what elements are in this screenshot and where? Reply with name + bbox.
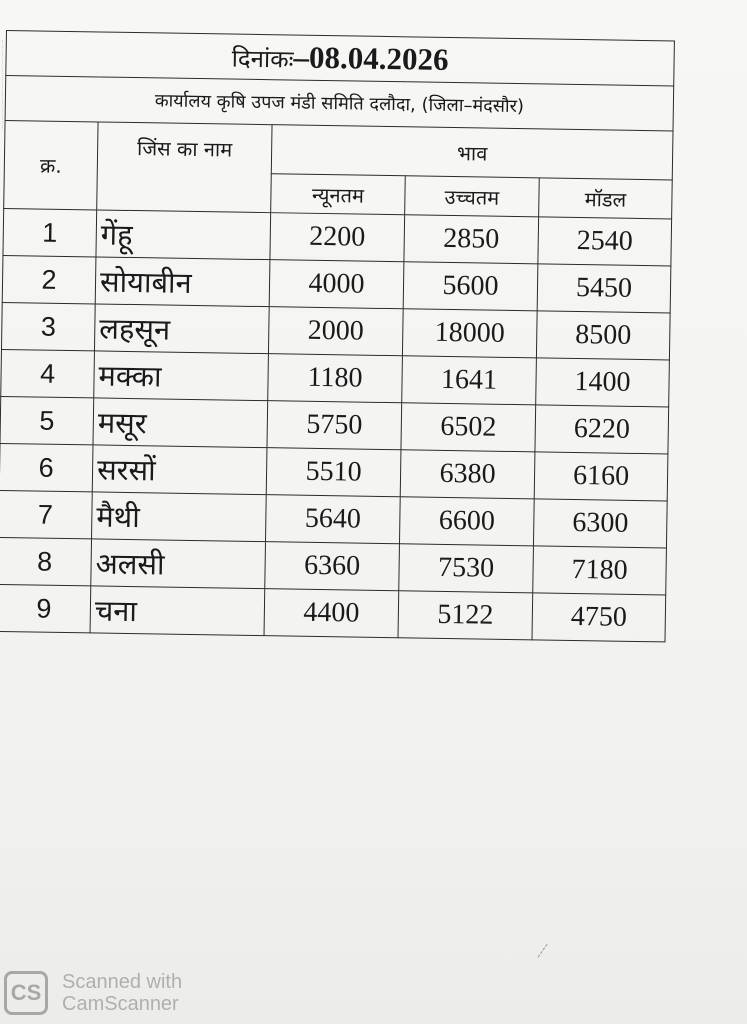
camscanner-watermark <box>4 968 182 1018</box>
commodity-cell: अलसी <box>91 539 266 589</box>
min-price-cell: 2200 <box>270 213 405 262</box>
min-price-cell: 6360 <box>265 542 400 591</box>
max-price-cell: 7530 <box>399 544 534 593</box>
scan-speck <box>538 944 549 958</box>
modal-price-cell: 7180 <box>533 546 667 595</box>
commodity-cell: सरसों <box>92 445 267 495</box>
commodity-header: जिंस का नाम <box>97 122 272 213</box>
commodity-cell: सोयाबीन <box>95 257 270 307</box>
min-price-cell: 4400 <box>264 589 399 638</box>
max-price-cell: 18000 <box>402 309 537 358</box>
camscanner-logo-icon: CS <box>4 971 48 1015</box>
min-price-cell: 2000 <box>268 307 403 356</box>
office-name: कार्यालय कृषि उपज मंडी समिति दलौदा, (जिला–मंदसौर) <box>5 76 674 131</box>
watermark-text <box>62 971 182 1015</box>
min-price-cell: 4000 <box>269 260 404 309</box>
modal-price-cell: 6220 <box>535 405 669 454</box>
max-price-cell: 5600 <box>403 262 538 311</box>
max-price-cell: 6502 <box>401 403 536 452</box>
max-price-cell: 6380 <box>400 450 535 499</box>
max-price-cell: 2850 <box>404 215 539 264</box>
commodity-cell: चना <box>90 586 265 636</box>
watermark-line-1: Scanned with <box>62 971 183 993</box>
serial-cell: 1 <box>3 208 97 256</box>
modal-price-cell: 2540 <box>538 217 672 266</box>
min-price-cell: 5640 <box>265 495 400 544</box>
modal-price-cell: 1400 <box>536 358 670 407</box>
price-document <box>0 30 674 642</box>
commodity-cell: मैथी <box>92 492 267 542</box>
serial-cell: 4 <box>1 349 95 397</box>
serial-cell: 2 <box>2 255 96 303</box>
table-row <box>0 584 666 641</box>
max-price-cell: 1641 <box>402 356 537 405</box>
min-price-header: न्यूनतम <box>271 174 406 215</box>
modal-price-cell: 4750 <box>532 593 666 642</box>
serial-cell: 9 <box>0 584 91 632</box>
commodity-cell: मसूर <box>93 398 268 448</box>
serial-cell: 6 <box>0 443 93 491</box>
modal-price-cell: 8500 <box>536 311 670 360</box>
min-price-cell: 5510 <box>266 448 401 497</box>
header-row-1 <box>4 120 673 179</box>
commodity-cell: मक्का <box>94 351 269 401</box>
modal-price-cell: 6160 <box>534 452 668 501</box>
price-table <box>0 30 675 642</box>
max-price-cell: 6600 <box>399 497 534 546</box>
modal-price-cell: 5450 <box>537 264 671 313</box>
commodity-cell: गेंहू <box>96 210 271 260</box>
date-value: –08.04.2026 <box>293 39 449 77</box>
serial-cell: 5 <box>0 396 94 444</box>
price-group-header: भाव <box>271 125 673 180</box>
modal-price-header: मॉडल <box>539 178 673 219</box>
min-price-cell: 5750 <box>267 401 402 450</box>
watermark-line-2: CamScanner <box>62 993 179 1015</box>
serial-cell: 3 <box>1 302 95 350</box>
date-label: दिनांकः <box>231 44 294 74</box>
min-price-cell: 1180 <box>268 354 403 403</box>
serial-cell: 7 <box>0 490 92 538</box>
max-price-cell: 5122 <box>398 591 533 640</box>
serial-header: क्र. <box>4 120 98 209</box>
max-price-header: उच्चतम <box>405 176 540 217</box>
serial-cell: 8 <box>0 537 92 585</box>
modal-price-cell: 6300 <box>533 499 667 548</box>
commodity-cell: लहसून <box>94 304 269 354</box>
